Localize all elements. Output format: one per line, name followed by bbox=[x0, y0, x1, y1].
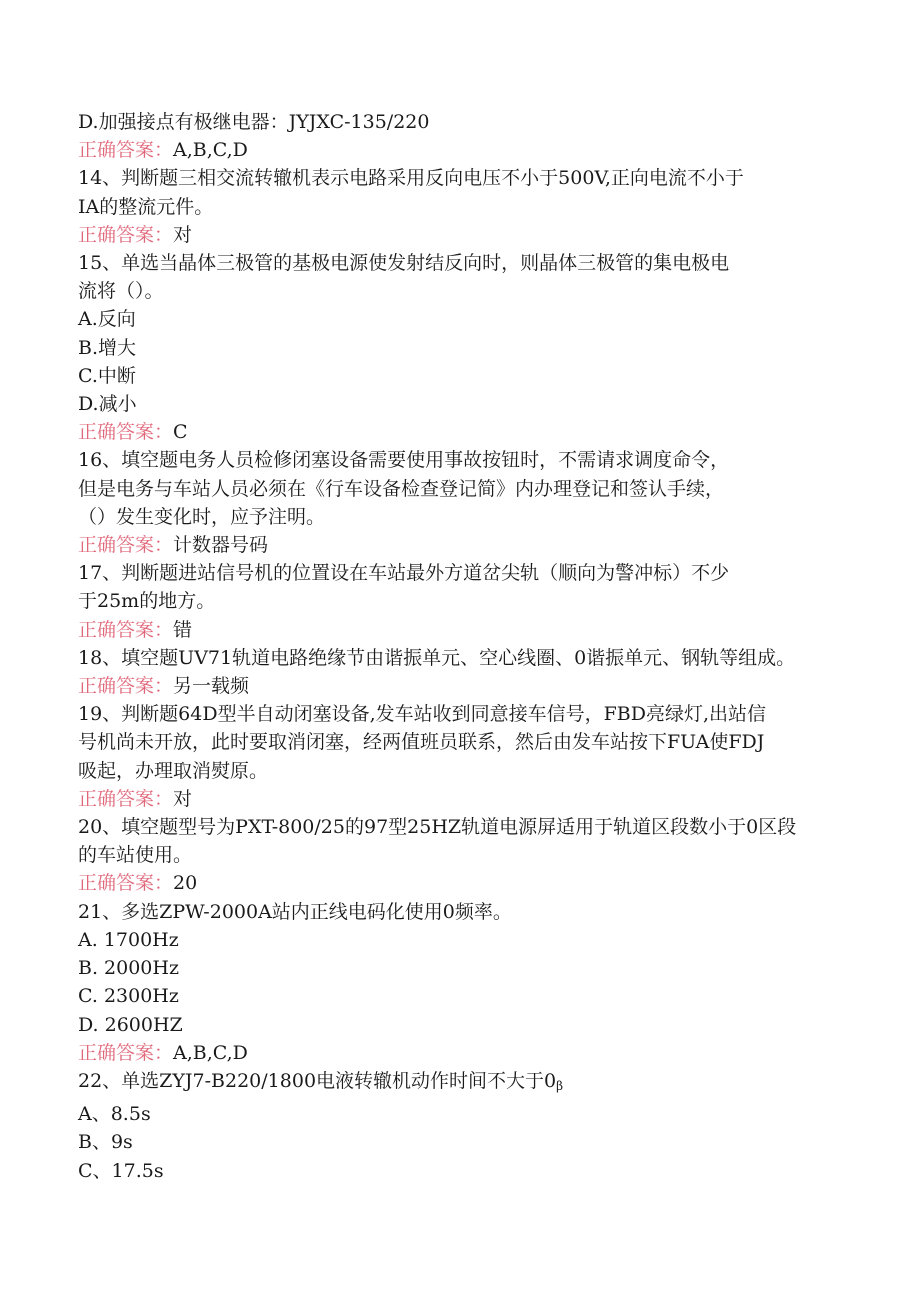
question-line: （）发生变化时，应予注明。 bbox=[78, 505, 326, 528]
option-line: A.反向 bbox=[78, 308, 136, 331]
answer-value: 计数器号码 bbox=[173, 534, 269, 557]
question-line: 15、单选当晶体三极管的基极电源使发射结反向时，则晶体三极管的集电极电 bbox=[78, 252, 730, 275]
question-line: 流将（）。 bbox=[78, 280, 164, 303]
answer-label: 正确答案： bbox=[78, 534, 174, 557]
answer-value: 错 bbox=[173, 618, 193, 641]
answer-line bbox=[78, 785, 838, 813]
answer-label: 正确答案： bbox=[78, 139, 174, 162]
question-line: 号机尚未开放，此时要取消闭塞，经两值班员联系，然后由发车站按下FUA使FDJ bbox=[78, 731, 765, 754]
answer-line bbox=[78, 221, 838, 249]
question-block bbox=[78, 813, 838, 898]
question-block bbox=[78, 559, 838, 644]
answer-label: 正确答案： bbox=[78, 872, 174, 895]
answer-value: A,B,C,D bbox=[173, 139, 248, 162]
answer-value: 另一载频 bbox=[173, 675, 250, 698]
answer-value: A,B,C,D bbox=[173, 1041, 248, 1064]
question-line: 21、多选ZPW-2000A站内正线电码化使用0频率。 bbox=[78, 900, 512, 923]
answer-value: 对 bbox=[173, 223, 193, 246]
answer-label: 正确答案： bbox=[78, 787, 174, 810]
question-block bbox=[78, 898, 838, 1067]
question-text: 22、单选ZYJ7-B220/1800电液转辙机动作时间不大于0 bbox=[78, 1069, 557, 1092]
option-line: B、9s bbox=[78, 1131, 133, 1154]
question-line: 于25m的地方。 bbox=[78, 590, 216, 613]
answer-label: 正确答案： bbox=[78, 421, 174, 444]
question-line: 吸起，办理取消熨原。 bbox=[78, 759, 269, 782]
option-line: C. 2300Hz bbox=[78, 985, 179, 1008]
question-subscript: β bbox=[556, 1078, 564, 1093]
answer-label: 正确答案： bbox=[78, 1041, 174, 1064]
question-line: 但是电务与车站人员必须在《行车设备检查登记简》内办理登记和签认手续， bbox=[78, 477, 725, 500]
option-line: C.中断 bbox=[78, 364, 136, 387]
question-block bbox=[78, 249, 838, 446]
question-line: 14、判断题三相交流转辙机表示电路采用反向电压不小于500V,正向电流不小于 bbox=[78, 167, 744, 190]
option-line: D. 2600HZ bbox=[78, 1013, 183, 1036]
question-block bbox=[78, 1067, 838, 1185]
option-line: A、8.5s bbox=[78, 1103, 151, 1126]
question-line: 18、填空题UV71轨道电路绝缘节由谐振单元、空心线圈、0谐振单元、钢轨等组成。 bbox=[78, 646, 796, 669]
answer-label: 正确答案： bbox=[78, 675, 174, 698]
answer-line bbox=[78, 672, 838, 700]
document-body bbox=[78, 108, 838, 1185]
question-line: 16、填空题电务人员检修闭塞设备需要使用事故按钮时，不需请求调度命令， bbox=[78, 449, 730, 472]
option-line: D.减小 bbox=[78, 393, 137, 416]
question-block bbox=[78, 164, 838, 249]
answer-line bbox=[78, 869, 838, 897]
question-line: IA的整流元件。 bbox=[78, 195, 214, 218]
answer-label: 正确答案： bbox=[78, 618, 174, 641]
answer-line bbox=[78, 418, 838, 446]
answer-label: 正确答案： bbox=[78, 223, 174, 246]
question-line: 17、判断题进站信号机的位置设在车站最外方道岔尖轨（顺向为警冲标）不少 bbox=[78, 562, 730, 585]
question-line: 19、判断题64D型半自动闭塞设备,发车站收到同意接车信号，FBD亮绿灯,出站信 bbox=[78, 703, 767, 726]
question-block bbox=[78, 108, 838, 164]
answer-line bbox=[78, 1039, 838, 1067]
option-line: A. 1700Hz bbox=[78, 928, 179, 951]
answer-line bbox=[78, 136, 838, 164]
question-block bbox=[78, 446, 838, 559]
option-line: C、17.5s bbox=[78, 1159, 164, 1182]
option-line: B. 2000Hz bbox=[78, 957, 179, 980]
answer-value: C bbox=[173, 421, 188, 444]
option-line: B.增大 bbox=[78, 336, 137, 359]
question-line: D.加强接点有极继电器：JYJXC-135/220 bbox=[78, 111, 430, 133]
answer-value: 20 bbox=[173, 872, 198, 895]
answer-line bbox=[78, 531, 838, 559]
question-block bbox=[78, 700, 838, 813]
question-line: 的车站使用。 bbox=[78, 844, 193, 867]
question-block bbox=[78, 644, 838, 700]
question-line bbox=[78, 1067, 838, 1100]
question-line: 20、填空题型号为PXT-800/25的97型25HZ轨道电源屏适用于轨道区段数小于0区段 bbox=[78, 816, 797, 839]
answer-line bbox=[78, 616, 838, 644]
answer-value: 对 bbox=[173, 787, 193, 810]
